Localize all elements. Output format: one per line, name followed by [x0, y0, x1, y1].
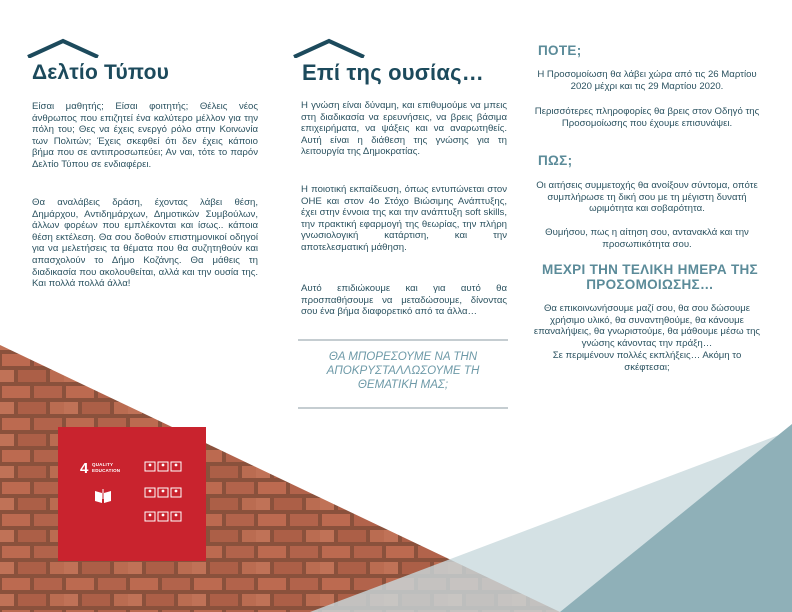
pull-quote-text: ΘΑ ΜΠΟΡΕΣΟΥΜΕ ΝΑ ΤΗΝ ΑΠΟΚΡΥΣΤΑΛΛΩΣΟΥΜΕ ΤΗ ΘΕΜΑΤΙΚΗ ΜΑΣ;	[326, 350, 480, 391]
sdg-education-icons	[144, 460, 184, 530]
remember-paragraph: Θυμήσου, πως η αίτηση σου, αντανακλά και την προσωπικότητα σου.	[545, 227, 749, 250]
info-paragraph: Περισσότερες πληροφορίες θα βρεις στον Οδηγό της Προσομοίωσης που έχουμε επισυνάψει.	[534, 106, 760, 129]
education-paragraph: Η ποιοτική εκπαίδευση, όπως εντυπώνεται στον ΟΗΕ και στον 4ο Στόχο Βιώσιμης Ανάπτυξης, έχει στην έννοια της και την ανάπτυξη soft skills, την πρακτική εφαρμογή της θεωρίας, την πλήρη γνωσιολογική κατάρτιση, και την αποτελεσματική μάθηση.	[301, 184, 507, 253]
when-heading: ΠΟΤΕ;	[538, 43, 582, 58]
sdg-label-line1: QUALITY	[92, 462, 114, 467]
page-title: Δελτίο Τύπου	[32, 61, 170, 84]
applications-paragraph: Οι αιτήσεις συμμετοχής θα ανοίξουν σύντομα, οπότε συμπλήρωσε τη δική σου με τη μέγιστη δυνατή ωριμότητα και σοβαρότητα.	[536, 180, 758, 215]
intro-paragraph: Είσαι μαθητής; Είσαι φοιτητής; Θέλεις νέος άνθρωπος που επιζητεί ένα καλύτερο μέλλον για την πόλη του; Θες να έχεις ενεργό ρόλο στην Κοινωνία των Πολιτών; Έχεις σκεφθεί ότι δεν έχεις κάποιο βήμα που σε αντιπροσωπεύει; Αν ναι, τότε το παρόν Δελτίο Τύπου σε ενδιαφέρει.	[32, 101, 258, 170]
sdg-label-line2: EDUCATION	[92, 468, 121, 473]
action-paragraph: Θα αναλάβεις δράση, έχοντας λάβει θέση, Δημάρχου, Αντιδημάρχων, Δημοτικών Συμβούλων, άλλων φορέων που εμπλέκονται και ίσως.. κάποια θέση εκτέλεση. Θα σου δοθούν επιστημονικοί οδηγοί για να μελετήσεις τα θέματα που θα συζητηθούν και απασχολούν το Δήμο Κοζάνης. Θα μάθεις τη διαδικασία που ακολουθείται, αλλά και την ουσία της. Και πολλά πολλά άλλα!	[32, 197, 258, 290]
surprises-paragraph: Σε περιμένουν πολλές εκπλήξεις… Ακόμη το σκέφτεσαι;	[552, 350, 742, 373]
until-final-day-heading: ΜΕΧΡΙ ΤΗΝ ΤΕΛΙΚΗ ΗΜΕΡΑ ΤΗΣ ΠΡΟΣΟΜΟΙΩΣΗΣ…	[542, 262, 758, 292]
how-heading: ΠΩΣ;	[538, 153, 573, 168]
pull-quote	[298, 339, 508, 409]
goal-paragraph: Αυτό επιδιώκουμε και για αυτό θα προσπαθήσουμε να μεταδώσουμε, δίνοντας σου ένα βήμα διαφορετικό από τα άλλα…	[301, 283, 507, 318]
sdg-number: 4	[80, 460, 89, 477]
book-icon	[94, 488, 112, 504]
knowledge-paragraph: Η γνώση είναι δύναμη, και επιθυμούμε να μπεις στη διαδικασία να ερευνήσεις, να βρεις βάσιμα επιχειρήματα, να ψάξεις και να αναρωτηθείς. Αυτή είναι η διάθεση της γνώσης για τη λειτουργία της Δημοκρατίας.	[301, 100, 507, 158]
section-title-essence: Επί της ουσίας…	[302, 60, 484, 85]
sdg-quality-education-logo	[58, 427, 206, 561]
house-roof-icon	[26, 38, 100, 58]
when-paragraph: Η Προσομοίωση θα λάβει χώρα από τις 26 Μαρτίου 2020 μέχρι και τις 29 Μαρτίου 2020.	[537, 69, 757, 92]
house-roof-icon	[292, 38, 366, 58]
plans-paragraph: Θα επικοινωνήσουμε μαζί σου, θα σου δώσουμε χρήσιμο υλικό, θα συναντηθούμε, θα κάνουμε επαναλήψεις, θα γνωριστούμε, θα μάθουμε μέσω της γνώσης κάνοντας την πράξη…	[533, 303, 761, 349]
